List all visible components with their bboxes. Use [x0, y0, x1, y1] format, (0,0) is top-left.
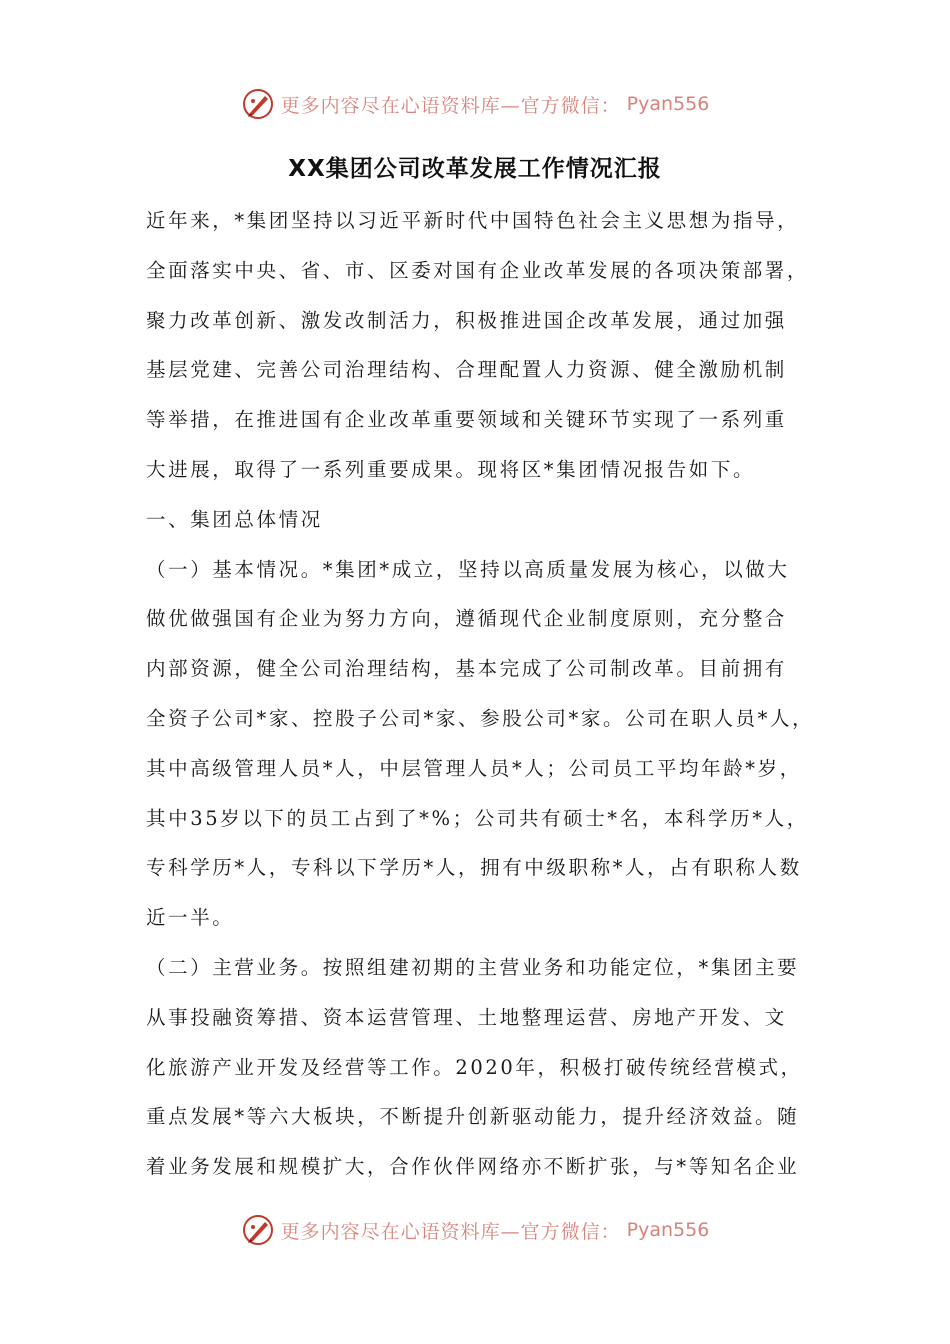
text-line: 近年来，*集团坚持以习近平新时代中国特色社会主义思想为指导， — [146, 209, 800, 232]
text-line: 全面落实中央、省、市、区委对国有企业改革发展的各项决策部署， — [146, 258, 810, 282]
document-body — [146, 196, 816, 1192]
text-line: 做优做强国有企业为努力方向，遵循现代企业制度原则，充分整合 — [146, 607, 787, 631]
watermark-text: 更多内容尽在心语资料库—官方微信： — [280, 1220, 621, 1243]
watermark-wechat-id: Pyan556 — [626, 1219, 710, 1241]
text-line: （一）基本情况。*集团*成立，坚持以高质量发展为核心，以做大 — [146, 557, 790, 581]
header-watermark — [0, 84, 950, 124]
text-line: 近一半。 — [146, 906, 235, 930]
text-line: 等举措，在推进国有企业改革重要领域和关键环节实现了一系列重 — [146, 408, 787, 432]
text-line: 重点发展*等六大板块，不断提升创新驱动能力，提升经济效益。随 — [146, 1105, 800, 1129]
text-line: 专科学历*人，专科以下学历*人，拥有中级职称*人，占有职称人数 — [146, 856, 802, 880]
document-title: XX集团公司改革发展工作情况汇报 — [288, 156, 662, 182]
text-line: 基层党建、完善公司治理结构、合理配置人力资源、健全激励机制 — [146, 358, 787, 382]
watermark-wechat-id: Pyan556 — [626, 93, 710, 115]
footer-watermark — [0, 1210, 950, 1250]
pen-logo-icon — [241, 1213, 275, 1247]
text-line: 化旅游产业开发及经营等工作。2020年，积极打破传统经营模式， — [146, 1055, 803, 1079]
text-line: 着业务发展和规模扩大，合作伙伴网络亦不断扩张，与*等知名企业 — [146, 1155, 800, 1179]
text-line: 从事投融资筹措、资本运营管理、土地整理运营、房地产开发、文 — [146, 1005, 787, 1029]
watermark-text: 更多内容尽在心语资料库—官方微信： — [280, 94, 621, 117]
text-line: 大进展，取得了一系列重要成果。现将区*集团情况报告如下。 — [146, 457, 756, 481]
pen-logo-icon — [241, 87, 275, 121]
text-line: 全资子公司*家、控股子公司*家、参股公司*家。公司在职人员*人， — [146, 706, 815, 730]
text-line: （二）主营业务。按照组建初期的主营业务和功能定位，*集团主要 — [146, 955, 800, 979]
text-line: 其中35岁以下的员工占到了*%；公司共有硕士*名，本科学历*人， — [146, 806, 809, 830]
section-heading: 一、集团总体情况 — [146, 507, 323, 531]
text-line: 聚力改革创新、激发改制活力，积极推进国企改革发展，通过加强 — [146, 308, 787, 332]
text-line: 内部资源，健全公司治理结构，基本完成了公司制改革。目前拥有 — [146, 657, 787, 681]
text-line: 其中高级管理人员*人，中层管理人员*人；公司员工平均年龄*岁， — [146, 756, 802, 780]
